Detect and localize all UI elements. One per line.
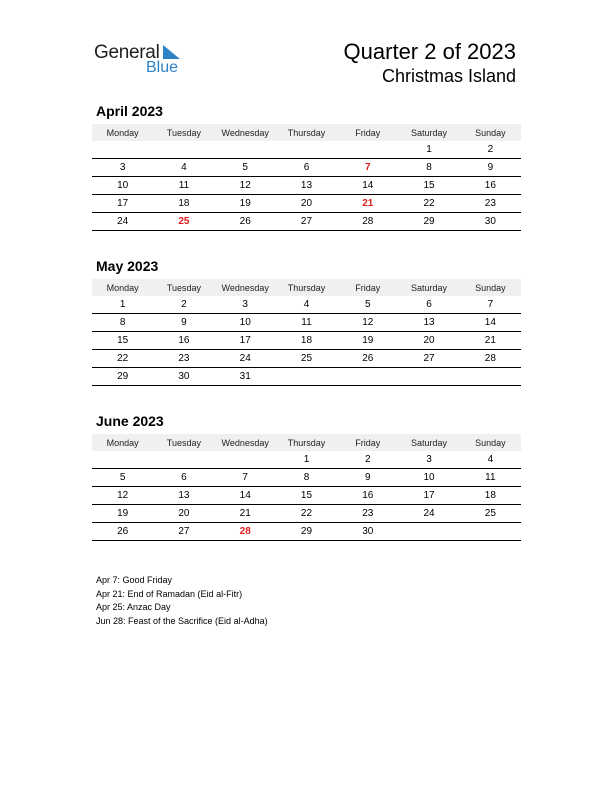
day-cell: 12 (92, 487, 153, 505)
day-cell (215, 141, 276, 159)
weekday-header: Wednesday (215, 124, 276, 141)
day-cell: 16 (153, 332, 214, 350)
weekday-header: Thursday (276, 434, 337, 451)
weekday-header: Monday (92, 434, 153, 451)
day-cell (337, 141, 398, 159)
day-cell: 12 (215, 177, 276, 195)
day-cell: 1 (92, 296, 153, 314)
month-calendar-table (92, 434, 521, 541)
day-cell (460, 523, 521, 541)
day-cell (92, 451, 153, 469)
page-title: Quarter 2 of 2023 (343, 39, 516, 64)
weekday-header: Sunday (460, 124, 521, 141)
day-cell: 31 (215, 368, 276, 386)
day-cell: 18 (460, 487, 521, 505)
weekday-header: Sunday (460, 279, 521, 296)
day-cell (398, 523, 459, 541)
day-cell: 28 (460, 350, 521, 368)
week-row (92, 195, 521, 213)
day-cell: 22 (398, 195, 459, 213)
weekday-header: Monday (92, 279, 153, 296)
day-cell: 16 (460, 177, 521, 195)
day-cell: 6 (153, 469, 214, 487)
day-cell: 14 (460, 314, 521, 332)
day-cell: 8 (276, 469, 337, 487)
day-cell: 26 (215, 213, 276, 231)
weekday-header: Tuesday (153, 434, 214, 451)
day-cell (153, 141, 214, 159)
weekday-header-row (92, 434, 521, 451)
day-cell: 7 (215, 469, 276, 487)
day-cell: 13 (276, 177, 337, 195)
logo-word-general: General (94, 42, 160, 63)
day-cell: 1 (398, 141, 459, 159)
day-cell: 3 (92, 159, 153, 177)
weekday-header: Saturday (398, 279, 459, 296)
week-row (92, 350, 521, 368)
day-cell: 7 (337, 159, 398, 177)
day-cell (276, 368, 337, 386)
day-cell: 25 (276, 350, 337, 368)
month-title: May 2023 (96, 258, 159, 274)
day-cell (276, 141, 337, 159)
day-cell: 2 (153, 296, 214, 314)
day-cell: 27 (398, 350, 459, 368)
holiday-item: Apr 21: End of Ramadan (Eid al-Fitr) (96, 588, 243, 599)
day-cell: 21 (215, 505, 276, 523)
day-cell: 11 (460, 469, 521, 487)
day-cell: 12 (337, 314, 398, 332)
day-cell: 19 (337, 332, 398, 350)
day-cell (337, 368, 398, 386)
day-cell: 22 (276, 505, 337, 523)
weekday-header-row (92, 124, 521, 141)
week-row (92, 505, 521, 523)
month-calendar-table (92, 279, 521, 386)
day-cell: 2 (460, 141, 521, 159)
day-cell: 21 (460, 332, 521, 350)
weekday-header: Thursday (276, 279, 337, 296)
day-cell: 17 (92, 195, 153, 213)
day-cell: 4 (276, 296, 337, 314)
week-row (92, 296, 521, 314)
region-name: Christmas Island (381, 66, 516, 86)
weekday-header: Tuesday (153, 124, 214, 141)
day-cell: 13 (398, 314, 459, 332)
day-cell: 27 (276, 213, 337, 231)
day-cell (460, 368, 521, 386)
week-row (92, 523, 521, 541)
day-cell: 9 (153, 314, 214, 332)
day-cell: 9 (337, 469, 398, 487)
day-cell: 15 (92, 332, 153, 350)
weekday-header: Thursday (276, 124, 337, 141)
holiday-item: Apr 25: Anzac Day (96, 602, 171, 612)
day-cell: 19 (92, 505, 153, 523)
day-cell: 24 (215, 350, 276, 368)
day-cell: 13 (153, 487, 214, 505)
day-cell: 24 (398, 505, 459, 523)
week-row (92, 314, 521, 332)
weekday-header-row (92, 279, 521, 296)
day-cell: 3 (398, 451, 459, 469)
day-cell: 25 (460, 505, 521, 523)
day-cell: 5 (92, 469, 153, 487)
day-cell: 25 (153, 213, 214, 231)
week-row (92, 368, 521, 386)
month-title: June 2023 (96, 413, 164, 429)
month-calendar-table (92, 124, 521, 231)
week-row (92, 332, 521, 350)
month-june (92, 413, 521, 541)
day-cell: 18 (276, 332, 337, 350)
day-cell (92, 141, 153, 159)
weekday-header: Wednesday (215, 434, 276, 451)
day-cell: 28 (215, 523, 276, 541)
week-row (92, 469, 521, 487)
holiday-list (96, 574, 268, 628)
day-cell: 29 (398, 213, 459, 231)
day-cell: 5 (215, 159, 276, 177)
day-cell: 16 (337, 487, 398, 505)
day-cell: 20 (398, 332, 459, 350)
day-cell: 23 (460, 195, 521, 213)
week-row (92, 141, 521, 159)
day-cell (215, 451, 276, 469)
day-cell: 26 (337, 350, 398, 368)
weekday-header: Tuesday (153, 279, 214, 296)
day-cell: 30 (153, 368, 214, 386)
day-cell: 14 (215, 487, 276, 505)
logo-word-blue: Blue (146, 59, 179, 76)
week-row (92, 159, 521, 177)
day-cell: 8 (92, 314, 153, 332)
day-cell: 26 (92, 523, 153, 541)
week-row (92, 177, 521, 195)
weekday-header: Saturday (398, 124, 459, 141)
month-april (92, 103, 521, 231)
day-cell: 17 (215, 332, 276, 350)
weekday-header: Wednesday (215, 279, 276, 296)
weekday-header: Sunday (460, 434, 521, 451)
holiday-item: Jun 28: Feast of the Sacrifice (Eid al-Adha) (96, 615, 268, 626)
day-cell: 11 (153, 177, 214, 195)
day-cell: 17 (398, 487, 459, 505)
weekday-header: Friday (337, 279, 398, 296)
day-cell (398, 368, 459, 386)
day-cell: 23 (153, 350, 214, 368)
day-cell: 4 (153, 159, 214, 177)
day-cell: 20 (153, 505, 214, 523)
day-cell: 21 (337, 195, 398, 213)
day-cell: 1 (276, 451, 337, 469)
week-row (92, 451, 521, 469)
day-cell: 24 (92, 213, 153, 231)
day-cell: 6 (398, 296, 459, 314)
weekday-header: Friday (337, 434, 398, 451)
day-cell: 10 (92, 177, 153, 195)
day-cell (153, 451, 214, 469)
weekday-header: Friday (337, 124, 398, 141)
generalblue-logo (94, 40, 194, 80)
holiday-item: Apr 7: Good Friday (96, 575, 173, 585)
day-cell: 15 (398, 177, 459, 195)
month-may (92, 258, 521, 386)
day-cell: 20 (276, 195, 337, 213)
day-cell: 29 (276, 523, 337, 541)
day-cell: 14 (337, 177, 398, 195)
day-cell: 30 (460, 213, 521, 231)
day-cell: 28 (337, 213, 398, 231)
week-row (92, 213, 521, 231)
day-cell: 11 (276, 314, 337, 332)
day-cell: 7 (460, 296, 521, 314)
day-cell: 30 (337, 523, 398, 541)
day-cell: 15 (276, 487, 337, 505)
week-row (92, 487, 521, 505)
day-cell: 3 (215, 296, 276, 314)
day-cell: 18 (153, 195, 214, 213)
day-cell: 8 (398, 159, 459, 177)
day-cell: 6 (276, 159, 337, 177)
day-cell: 23 (337, 505, 398, 523)
logo-triangle-icon (161, 44, 181, 60)
day-cell: 5 (337, 296, 398, 314)
day-cell: 2 (337, 451, 398, 469)
weekday-header: Saturday (398, 434, 459, 451)
day-cell: 19 (215, 195, 276, 213)
day-cell: 27 (153, 523, 214, 541)
day-cell: 10 (398, 469, 459, 487)
day-cell: 10 (215, 314, 276, 332)
day-cell: 22 (92, 350, 153, 368)
weekday-header: Monday (92, 124, 153, 141)
day-cell: 29 (92, 368, 153, 386)
day-cell: 4 (460, 451, 521, 469)
day-cell: 9 (460, 159, 521, 177)
month-title: April 2023 (96, 103, 163, 119)
